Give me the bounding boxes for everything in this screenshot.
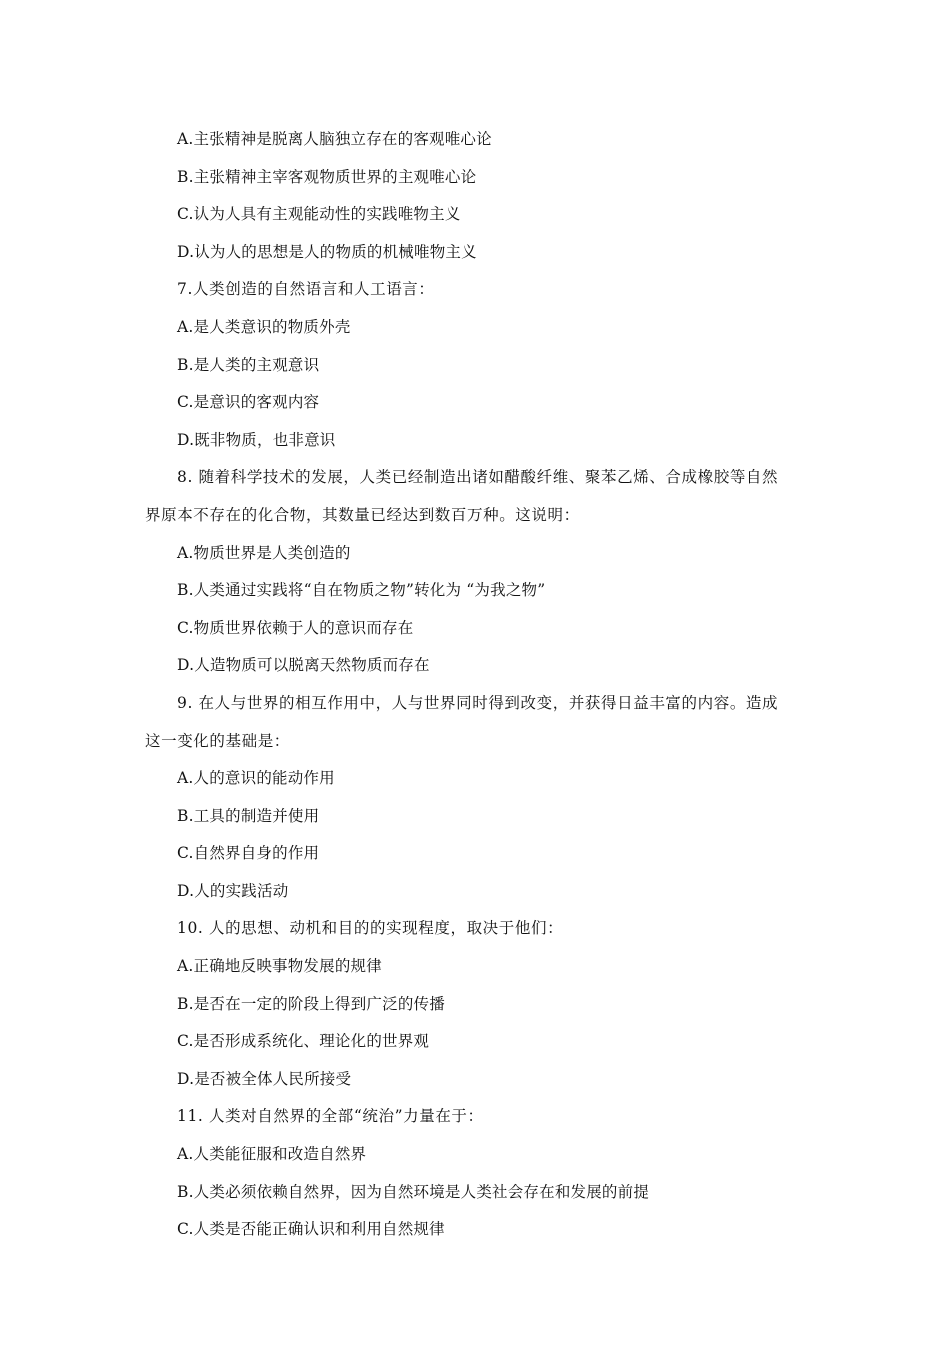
option-line: A.人类能征服和改造自然界 — [177, 1145, 367, 1164]
question-continuation-line: 界原本不存在的化合物，其数量已经达到数百万种。这说明： — [145, 505, 580, 524]
option-line: D.既非物质，也非意识 — [177, 430, 336, 449]
option-line: C.是意识的客观内容 — [177, 393, 320, 412]
question-continuation-line: 这一变化的基础是： — [145, 731, 290, 750]
option-line: D.人造物质可以脱离天然物质而存在 — [177, 656, 430, 675]
option-line: D.人的实践活动 — [177, 881, 289, 900]
option-line: B.人类必须依赖自然界，因为自然环境是人类社会存在和发展的前提 — [177, 1182, 650, 1201]
option-line: C.是否形成系统化、理论化的世界观 — [177, 1032, 430, 1051]
option-line: D.认为人的思想是人的物质的机械唯物主义 — [177, 242, 477, 261]
option-line: C.自然界自身的作用 — [177, 844, 320, 863]
option-line: C.人类是否能正确认识和利用自然规律 — [177, 1220, 445, 1239]
option-line: A.主张精神是脱离人脑独立存在的客观唯心论 — [177, 130, 492, 148]
question-line: 8. 随着科学技术的发展，人类已经制造出诸如醋酸纤维、聚苯乙烯、合成橡胶等自然 — [177, 468, 779, 487]
option-line: B.主张精神主宰客观物质世界的主观唯心论 — [177, 167, 477, 186]
option-line: A.正确地反映事物发展的规律 — [177, 957, 382, 976]
question-line: 7.人类创造的自然语言和人工语言： — [177, 280, 435, 299]
option-line: A.人的意识的能动作用 — [177, 769, 335, 788]
option-line: B.是否在一定的阶段上得到广泛的传播 — [177, 994, 445, 1013]
question-line: 11. 人类对自然界的全部“统治”力量在于： — [177, 1107, 484, 1126]
question-line: 9. 在人与世界的相互作用中，人与世界同时得到改变，并获得日益丰富的内容。造成 — [177, 693, 779, 712]
document-body — [145, 121, 815, 1249]
option-line: B.工具的制造并使用 — [177, 806, 320, 825]
option-line: D.是否被全体人民所接受 — [177, 1069, 352, 1088]
option-line: A.是人类意识的物质外壳 — [177, 317, 351, 336]
option-line: C.物质世界依赖于人的意识而存在 — [177, 618, 414, 637]
option-line: C.认为人具有主观能动性的实践唯物主义 — [177, 205, 461, 224]
option-line: B.人类通过实践将“自在物质之物”转化为 “为我之物” — [177, 581, 546, 600]
option-line: A.物质世界是人类创造的 — [177, 543, 351, 562]
option-line: B.是人类的主观意识 — [177, 355, 320, 374]
question-line: 10. 人的思想、动机和目的的实现程度，取决于他们： — [177, 919, 564, 938]
